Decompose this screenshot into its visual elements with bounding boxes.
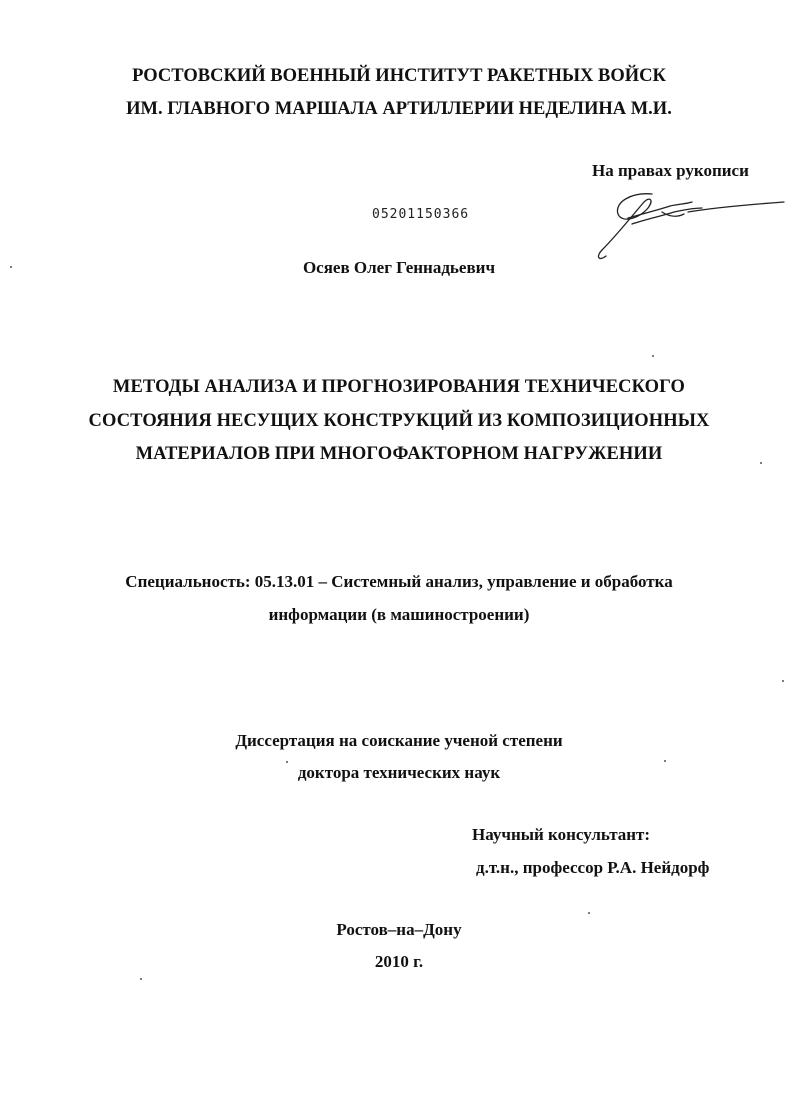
scan-speck <box>664 760 666 762</box>
scan-speck <box>10 266 12 268</box>
degree-line-2: доктора технических наук <box>297 763 501 782</box>
manuscript-rights-label: На правах рукописи <box>592 161 749 180</box>
year: 2010 г. <box>374 952 424 971</box>
degree-line-1: Диссертация на соискание ученой степени <box>235 731 563 750</box>
title-line-2: СОСТОЯНИЯ НЕСУЩИХ КОНСТРУКЦИЙ ИЗ КОМПОЗИЦИОННЫХ <box>88 411 710 431</box>
scan-speck <box>286 761 288 763</box>
title-line-1: МЕТОДЫ АНАЛИЗА И ПРОГНОЗИРОВАНИЯ ТЕХНИЧЕСКОГО <box>112 377 686 397</box>
scan-speck <box>588 912 590 914</box>
specialty-line-2: информации (в машиностроении) <box>268 605 530 624</box>
scan-speck <box>652 355 654 357</box>
scan-speck <box>140 978 142 980</box>
consultant-name: д.т.н., профессор Р.А. Нейдорф <box>476 858 710 877</box>
specialty-line-1: Специальность: 05.13.01 – Системный анализ, управление и обработка <box>125 572 673 591</box>
catalog-code: 05201150366 <box>372 207 470 222</box>
institute-line-2: ИМ. ГЛАВНОГО МАРШАЛА АРТИЛЛЕРИИ НЕДЕЛИНА М.И. <box>126 99 672 119</box>
scan-speck <box>782 680 784 682</box>
scan-speck <box>760 462 762 464</box>
consultant-label: Научный консультант: <box>472 825 651 844</box>
institute-line-1: РОСТОВСКИЙ ВОЕННЫЙ ИНСТИТУТ РАКЕТНЫХ ВОЙСК <box>132 66 666 86</box>
city: Ростов–на–Дону <box>336 920 462 939</box>
title-line-3: МАТЕРИАЛОВ ПРИ МНОГОФАКТОРНОМ НАГРУЖЕНИИ <box>135 444 663 464</box>
author-signature <box>592 188 788 268</box>
author-name: Осяев Олег Геннадьевич <box>302 258 496 277</box>
